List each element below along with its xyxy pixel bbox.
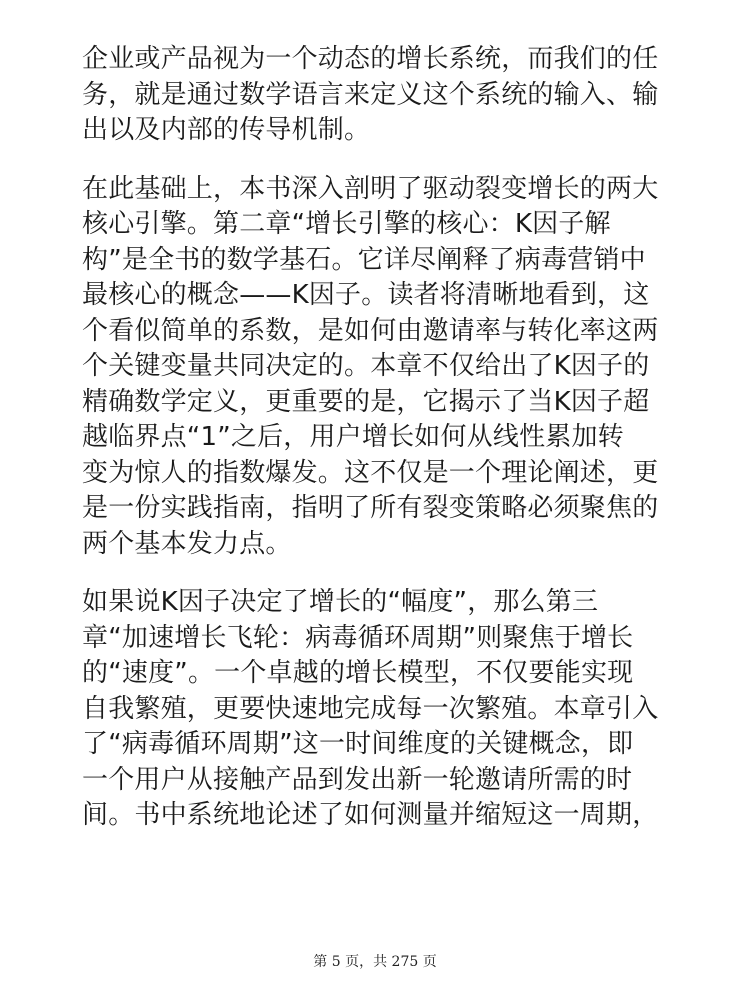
- text-line: 的“速度”。一个卓越的增长模型，不仅要能实现: [82, 658, 634, 688]
- text-line: 自我繁殖，更要快速地完成每一次繁殖。本章引入: [82, 693, 659, 724]
- text-line: 最核心的概念——K因子。读者将清晰地看到，这: [82, 280, 650, 310]
- paragraph-3: [82, 585, 672, 834]
- text-line: 精确数学定义，更重要的是，它揭示了当K因子超: [82, 386, 650, 417]
- text-line: 个关键变量共同决定的。本章不仅给出了K因子的: [82, 351, 650, 381]
- text-line: 了“病毒循环周期”这一时间维度的关键概念，即: [82, 729, 634, 759]
- text-line: 一个用户从接触产品到发出新一轮邀请所需的时: [82, 764, 633, 795]
- text-line: 企业或产品视为一个动态的增长系统，而我们的任: [82, 44, 659, 74]
- text-line: 核心引擎。第二章“增长引擎的核心：K因子解: [82, 209, 611, 239]
- text-line: 越临界点“1”之后，用户增长如何从线性累加转: [82, 422, 624, 452]
- text-line: 个看似简单的系数，是如何由邀请率与转化率这两: [82, 315, 659, 346]
- text-line: 如果说K因子决定了增长的“幅度”，那么第三: [82, 587, 599, 617]
- text-line: 是一份实践指南，指明了所有裂变策略必须聚焦的: [82, 493, 659, 523]
- text-line: 在此基础上，本书深入剖明了驱动裂变增长的两大: [82, 173, 659, 204]
- text-line: 变为惊人的指数爆发。这不仅是一个理论阐述，更: [82, 457, 659, 488]
- paragraph-1: [82, 42, 672, 149]
- text-line: 间。书中系统地论述了如何测量并缩短这一周期，: [82, 800, 659, 830]
- body-text: [82, 42, 672, 857]
- paragraph-2: [82, 172, 672, 563]
- text-line: 章“加速增长飞轮：病毒循环周期”则聚焦于增长: [82, 622, 634, 653]
- text-line: 出以及内部的传导机制。: [82, 115, 371, 145]
- page-number: 第 5 页，共 275 页: [313, 954, 437, 970]
- text-line: 构”是全书的数学基石。它详尽阐释了病毒营销中: [82, 244, 646, 275]
- text-line: 务，就是通过数学语言来定义这个系统的输入、输: [82, 79, 659, 110]
- text-line: 两个基本发力点。: [82, 528, 292, 559]
